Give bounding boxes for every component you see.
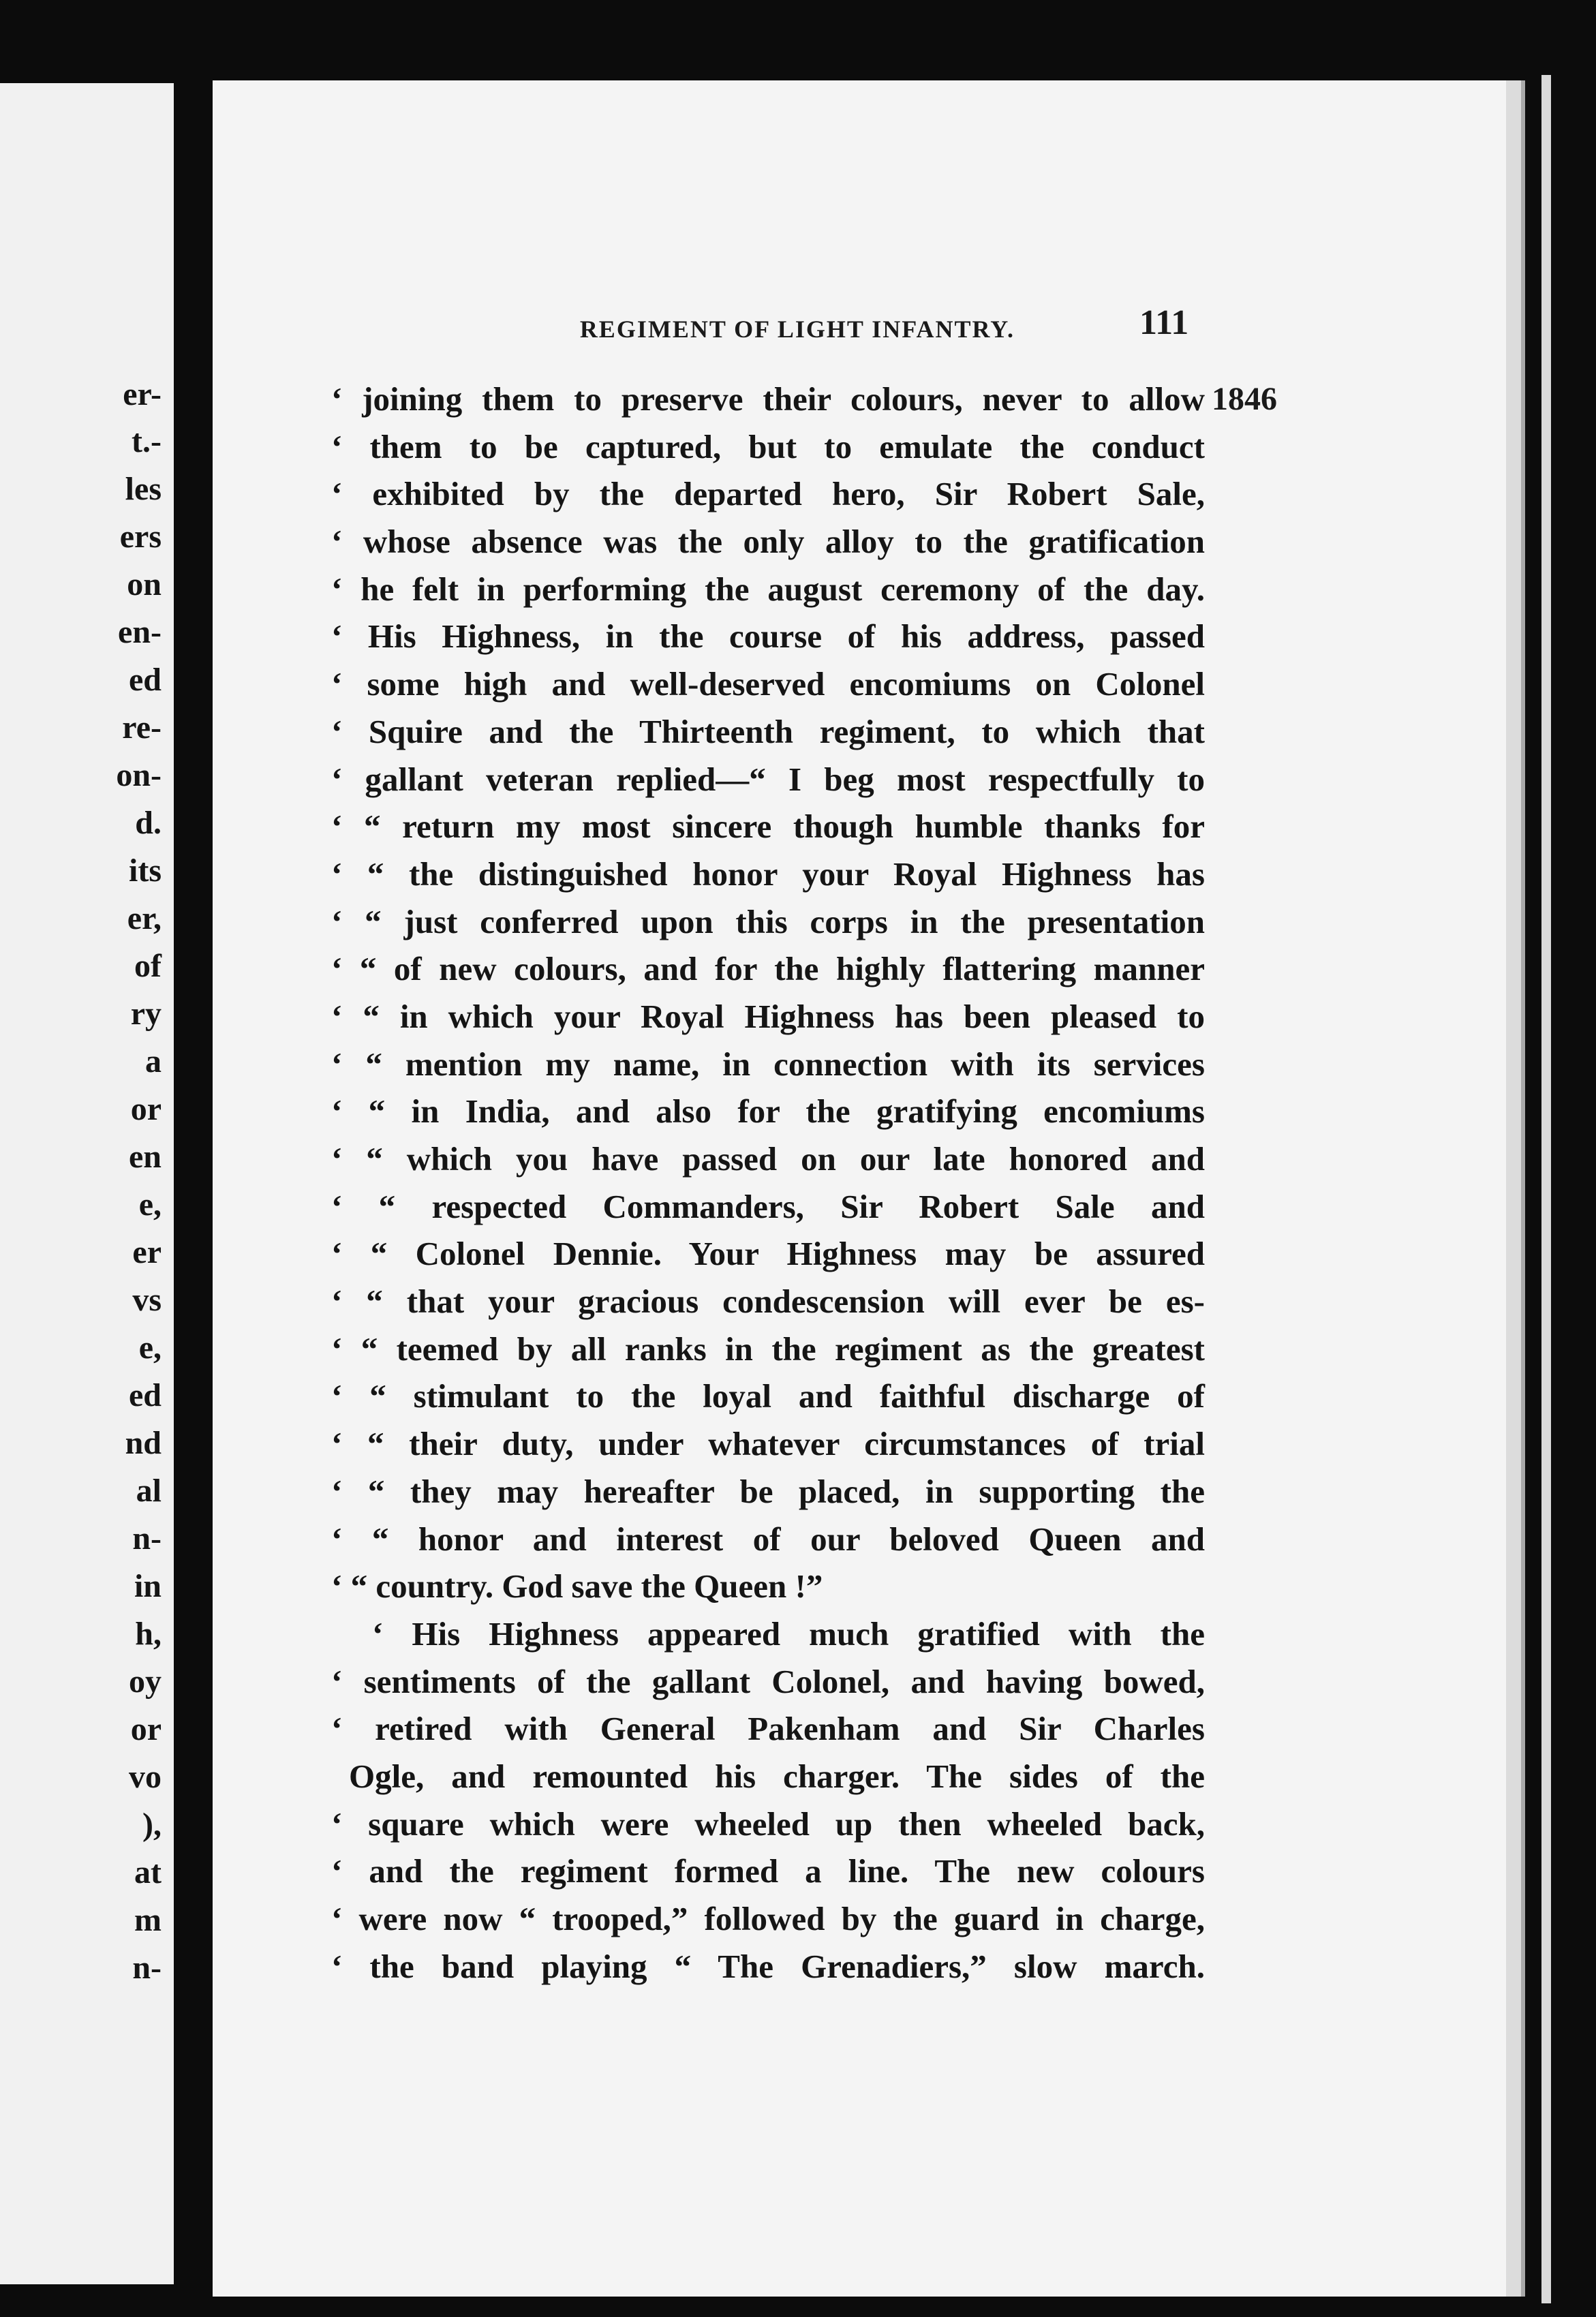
facing-page-line: in	[134, 1568, 162, 1604]
facing-page-line: oy	[129, 1663, 162, 1700]
page-number: 111	[1139, 303, 1189, 342]
facing-page-line: at	[134, 1854, 162, 1890]
facing-page-line: h,	[135, 1616, 162, 1652]
text-line: ‘ some high and well-deserved encomiums on Colonel	[331, 665, 1205, 703]
text-line: ‘ “ Colonel Dennie. Your Highness may be assured	[331, 1235, 1205, 1273]
facing-page-line: er-	[123, 376, 162, 412]
text-line: ‘ “ respected Commanders, Sir Robert Sale and	[331, 1187, 1205, 1225]
text-line: ‘ “ honor and interest of our beloved Queen and	[331, 1520, 1205, 1558]
facing-page-line: on-	[116, 757, 162, 793]
text-line: ‘ Squire and the Thirteenth regiment, to which that	[331, 712, 1205, 750]
text-line: ‘ “ their duty, under whatever circumstances of trial	[331, 1425, 1205, 1463]
facing-page-line: al	[136, 1473, 162, 1509]
facing-page-line: e,	[138, 1186, 162, 1223]
facing-page-line: of	[134, 948, 162, 984]
text-line: ‘ “ mention my name, in connection with its services	[331, 1045, 1205, 1083]
facing-page-line: ers	[119, 519, 162, 555]
facing-page-line: or	[130, 1711, 162, 1747]
facing-page-line: en	[129, 1139, 162, 1175]
text-line: ‘ “ they may hereafter be placed, in supporting the	[331, 1472, 1205, 1510]
text-line: ‘ retired with General Pakenham and Sir Charles	[331, 1710, 1205, 1748]
text-line: ‘ them to be captured, but to emulate the conduct	[331, 427, 1205, 465]
text-line: ‘ he felt in performing the august ceremony of the day.	[331, 570, 1205, 608]
text-line: ‘ the band playing “ The Grenadiers,” slow march.	[331, 1947, 1205, 1985]
facing-page-line: nd	[125, 1425, 162, 1461]
text-line: ‘ “ just conferred upon this corps in the presentation	[331, 902, 1205, 940]
text-line: ‘ were now “ trooped,” followed by the guard in charge,	[331, 1900, 1205, 1937]
facing-page-line: d.	[135, 805, 162, 841]
facing-page-line: les	[125, 471, 162, 507]
facing-page-line: e,	[138, 1330, 162, 1366]
facing-page-line: re-	[122, 709, 162, 746]
text-line: ‘ “ country. God save the Queen !”	[331, 1567, 823, 1606]
facing-page-line: vs	[132, 1282, 162, 1318]
text-line: ‘ “ in which your Royal Highness has been pleased to	[331, 997, 1205, 1035]
facing-page-line: er	[132, 1234, 162, 1270]
facing-page-line: its	[129, 853, 162, 889]
text-line: ‘ His Highness appeared much gratified with the	[372, 1614, 1205, 1653]
text-line: ‘ “ return my most sincere though humble thanks for	[331, 808, 1205, 846]
facing-page-line: ed	[129, 662, 162, 698]
facing-page-line: vo	[129, 1759, 162, 1795]
text-line: ‘ exhibited by the departed hero, Sir Robert Sale,	[331, 475, 1205, 513]
body-text	[331, 375, 1205, 1990]
facing-page-line: a	[145, 1043, 162, 1079]
text-line: ‘ “ that your gracious condescension will ever be es-	[331, 1283, 1205, 1321]
facing-page-line: en-	[118, 614, 162, 650]
text-line: ‘ square which were wheeled up then wheeled back,	[331, 1805, 1205, 1843]
text-line: ‘ “ in India, and also for the gratifying encomiums	[331, 1092, 1205, 1131]
text-line: ‘ sentiments of the gallant Colonel, and having bowed,	[331, 1662, 1205, 1700]
text-line: ‘ joining them to preserve their colours, never to allow	[331, 380, 1205, 418]
text-line: ‘ “ the distinguished honor your Royal Highness has	[331, 855, 1205, 893]
text-line: ‘ His Highness, in the course of his address, passed	[331, 617, 1205, 656]
facing-page-fragment	[0, 83, 174, 2284]
text-line: ‘ and the regiment formed a line. The new colours	[331, 1852, 1205, 1890]
facing-page-line: ),	[142, 1807, 162, 1843]
facing-page-line: m	[134, 1902, 162, 1938]
facing-page-line: t.-	[132, 423, 162, 459]
running-head: REGIMENT OF LIGHT INFANTRY.	[579, 316, 1015, 343]
facing-page-line: ry	[130, 996, 162, 1032]
facing-page-line: n-	[132, 1520, 162, 1556]
text-line: ‘ whose absence was the only alloy to the gratification	[331, 523, 1205, 561]
page-edge	[1541, 75, 1551, 2303]
text-line: ‘ “ teemed by all ranks in the regiment as the greatest	[331, 1330, 1205, 1368]
facing-page-line: n-	[132, 1950, 162, 1986]
text-line: ‘ gallant veteran replied—“ I beg most respectfully to	[331, 760, 1205, 798]
text-line: ‘ “ stimulant to the loyal and faithful discharge of	[331, 1377, 1205, 1415]
marginal-year: 1846	[1212, 381, 1277, 417]
facing-page-line: on	[127, 566, 162, 602]
text-line: ‘ “ which you have passed on our late honored and	[331, 1140, 1205, 1178]
facing-page-line: or	[130, 1091, 162, 1127]
text-line: Ogle, and remounted his charger. The sides of the	[349, 1757, 1205, 1795]
text-line: ‘ “ of new colours, and for the highly flattering manner	[331, 950, 1205, 988]
facing-page-line: ed	[129, 1377, 162, 1413]
facing-page-line: er,	[127, 900, 162, 936]
